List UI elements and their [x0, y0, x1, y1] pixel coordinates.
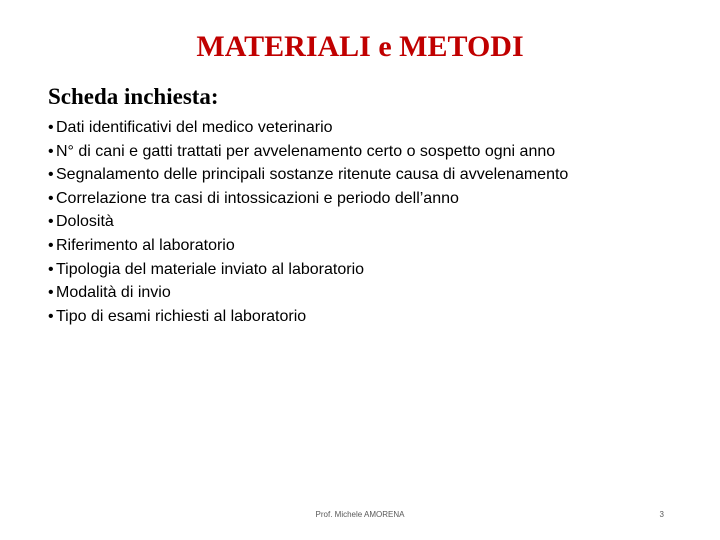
bullet-icon: •	[48, 213, 54, 231]
bullet-text: Tipologia del materiale inviato al laboratorio	[56, 260, 365, 278]
bullet-text: N° di cani e gatti trattati per avvelenamento certo o sospetto ogni anno	[56, 142, 556, 160]
bullet-text: Tipo di esami richiesti al laboratorio	[56, 307, 307, 325]
bullet-list	[48, 116, 568, 328]
page-number: 3	[659, 510, 664, 519]
bullet-text: Riferimento al laboratorio	[56, 236, 235, 254]
bullet-item	[48, 116, 568, 140]
bullet-text: Segnalamento delle principali sostanze ritenute causa di avvelenamento	[56, 166, 569, 184]
bullet-icon: •	[48, 236, 54, 254]
bullet-icon: •	[48, 307, 54, 325]
bullet-icon: •	[48, 284, 54, 302]
bullet-text: Dati identificativi del medico veterinario	[56, 119, 333, 136]
bullet-text: Correlazione tra casi di intossicazioni e periodo dell’anno	[56, 189, 459, 207]
slide-subtitle: Scheda inchiesta:	[48, 84, 219, 109]
bullet-item	[48, 305, 568, 329]
bullet-item	[48, 210, 568, 234]
slide-title: MATERIALI e METODI	[196, 30, 524, 63]
bullet-item	[48, 281, 568, 305]
bullet-item	[48, 187, 568, 211]
bullet-icon: •	[48, 260, 54, 278]
bullet-item	[48, 234, 568, 258]
bullet-icon: •	[48, 189, 54, 207]
bullet-item	[48, 140, 568, 164]
bullet-text: Modalità di invio	[56, 284, 171, 302]
bullet-item	[48, 258, 568, 282]
bullet-icon: •	[48, 166, 54, 184]
bullet-icon: •	[48, 119, 54, 136]
bullet-item	[48, 163, 568, 187]
bullet-text: Dolosità	[56, 213, 114, 231]
slide-footer: Prof. Michele AMORENA	[315, 510, 405, 519]
bullet-icon: •	[48, 142, 54, 160]
